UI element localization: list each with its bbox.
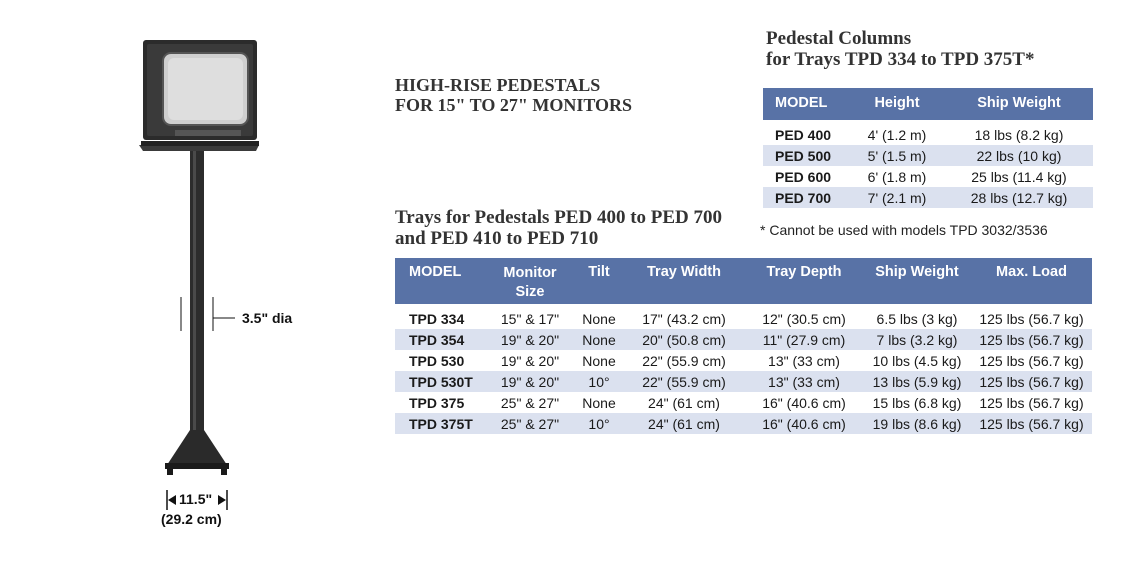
table-cell: 22" (55.9 cm) [642, 352, 726, 369]
diameter-label: 3.5" dia [242, 310, 293, 326]
table-cell: TPD 530T [395, 371, 485, 392]
table-cell: 6' (1.8 m) [867, 168, 927, 185]
table-cell: 4' (1.2 m) [867, 126, 927, 143]
trays-header-ship-weight: Ship Weight [863, 258, 971, 304]
trays-header-monitor-size [485, 258, 575, 304]
main-heading [395, 75, 632, 115]
trays-header-tray-depth: Tray Depth [745, 258, 863, 304]
trays-heading-line2: and PED 410 to PED 710 [395, 228, 599, 249]
table-cell: 7 lbs (3.2 kg) [863, 329, 971, 350]
table-cell: 125 lbs (56.7 kg) [971, 329, 1092, 350]
table-cell: 19 lbs (8.6 kg) [863, 413, 971, 434]
table-cell: 10° [575, 413, 623, 434]
table-cell: TPD 375T [395, 413, 485, 434]
footnote: * Cannot be used with models TPD 3032/3536 [760, 222, 1048, 238]
table-row [395, 413, 1092, 434]
table-cell: 10° [575, 371, 623, 392]
table-cell: 13" (33 cm) [768, 352, 840, 369]
table-cell: 7' (2.1 m) [849, 187, 945, 208]
table-cell: 125 lbs (56.7 kg) [971, 371, 1092, 392]
table-cell: 22 lbs (10 kg) [945, 145, 1093, 166]
table-cell: 13 lbs (5.9 kg) [863, 371, 971, 392]
trays-heading-line1: Trays for Pedestals PED 400 to PED 700 [395, 207, 723, 228]
table-cell: 16" (40.6 cm) [762, 394, 846, 411]
trays-table [395, 258, 1092, 434]
table-cell: PED 500 [763, 145, 849, 166]
columns-heading-line1: Pedestal Columns [766, 28, 912, 49]
main-heading-line2: FOR 15" TO 27" MONITORS [395, 95, 633, 115]
table-cell: 22" (55.9 cm) [623, 371, 745, 392]
trays-heading [395, 207, 722, 249]
table-cell: 15 lbs (6.8 kg) [872, 394, 962, 411]
trays-header-monitor: Monitor [503, 265, 557, 281]
trays-header-tray-width: Tray Width [623, 258, 745, 304]
table-cell: 5' (1.5 m) [849, 145, 945, 166]
columns-heading-line2: for Trays TPD 334 to TPD 375T* [766, 49, 1035, 70]
trays-header-max-load: Max. Load [971, 258, 1092, 304]
table-cell: 17" (43.2 cm) [642, 310, 726, 327]
table-cell: PED 400 [775, 126, 832, 143]
main-heading-line1: HIGH-RISE PEDESTALS [395, 75, 601, 95]
table-cell: 25" & 27" [485, 413, 575, 434]
table-cell: TPD 375 [409, 394, 465, 411]
table-cell: None [582, 310, 616, 327]
table-row [763, 124, 1093, 145]
table-cell: 28 lbs (12.7 kg) [945, 187, 1093, 208]
table-cell: 11" (27.9 cm) [745, 329, 863, 350]
pedestal-monitor-drawing [135, 35, 305, 535]
table-cell: 24" (61 cm) [623, 413, 745, 434]
base-width-metric-label: (29.2 cm) [161, 511, 222, 527]
table-cell: TPD 334 [409, 310, 465, 327]
trays-header-model: MODEL [395, 258, 485, 304]
table-cell: 6.5 lbs (3 kg) [876, 310, 958, 327]
table-cell: 125 lbs (56.7 kg) [979, 310, 1084, 327]
pedestal-illustration [135, 35, 305, 535]
table-cell: None [582, 394, 616, 411]
table-cell: 25" & 27" [500, 394, 560, 411]
table-cell: None [582, 352, 616, 369]
table-row [763, 145, 1093, 166]
table-row [763, 166, 1093, 187]
table-cell: 125 lbs (56.7 kg) [979, 394, 1084, 411]
table-cell: PED 700 [763, 187, 849, 208]
table-cell: 125 lbs (56.7 kg) [979, 352, 1084, 369]
table-row [395, 308, 1092, 329]
table-cell: None [575, 329, 623, 350]
table-cell: 19" & 20" [500, 352, 560, 369]
table-cell: 19" & 20" [485, 329, 575, 350]
table-cell: 24" (61 cm) [648, 394, 720, 411]
table-cell: TPD 354 [395, 329, 485, 350]
trays-header-tilt: Tilt [575, 258, 623, 304]
table-cell: 18 lbs (8.2 kg) [974, 126, 1064, 143]
base-width-label: 11.5" [179, 491, 213, 507]
table-cell: 20" (50.8 cm) [623, 329, 745, 350]
table-cell: 25 lbs (11.4 kg) [971, 168, 1067, 185]
columns-header-height: Height [849, 88, 945, 120]
trays-header-size: Size [515, 284, 545, 300]
table-row [395, 350, 1092, 371]
table-row [395, 371, 1092, 392]
columns-table-wrap [763, 88, 1093, 208]
table-row [395, 329, 1092, 350]
trays-table-wrap [395, 258, 1092, 434]
table-cell: 16" (40.6 cm) [745, 413, 863, 434]
table-cell: 15" & 17" [500, 310, 560, 327]
columns-table [763, 88, 1093, 208]
table-cell: PED 600 [775, 168, 832, 185]
columns-heading [766, 28, 1034, 70]
table-cell: TPD 530 [409, 352, 465, 369]
table-cell: 125 lbs (56.7 kg) [971, 413, 1092, 434]
table-cell: 13" (33 cm) [745, 371, 863, 392]
table-row [763, 187, 1093, 208]
columns-header-model: MODEL [763, 88, 849, 120]
table-cell: 10 lbs (4.5 kg) [872, 352, 962, 369]
table-row [395, 392, 1092, 413]
table-cell: 19" & 20" [485, 371, 575, 392]
table-cell: 12" (30.5 cm) [762, 310, 846, 327]
columns-header-ship-weight: Ship Weight [945, 88, 1093, 120]
